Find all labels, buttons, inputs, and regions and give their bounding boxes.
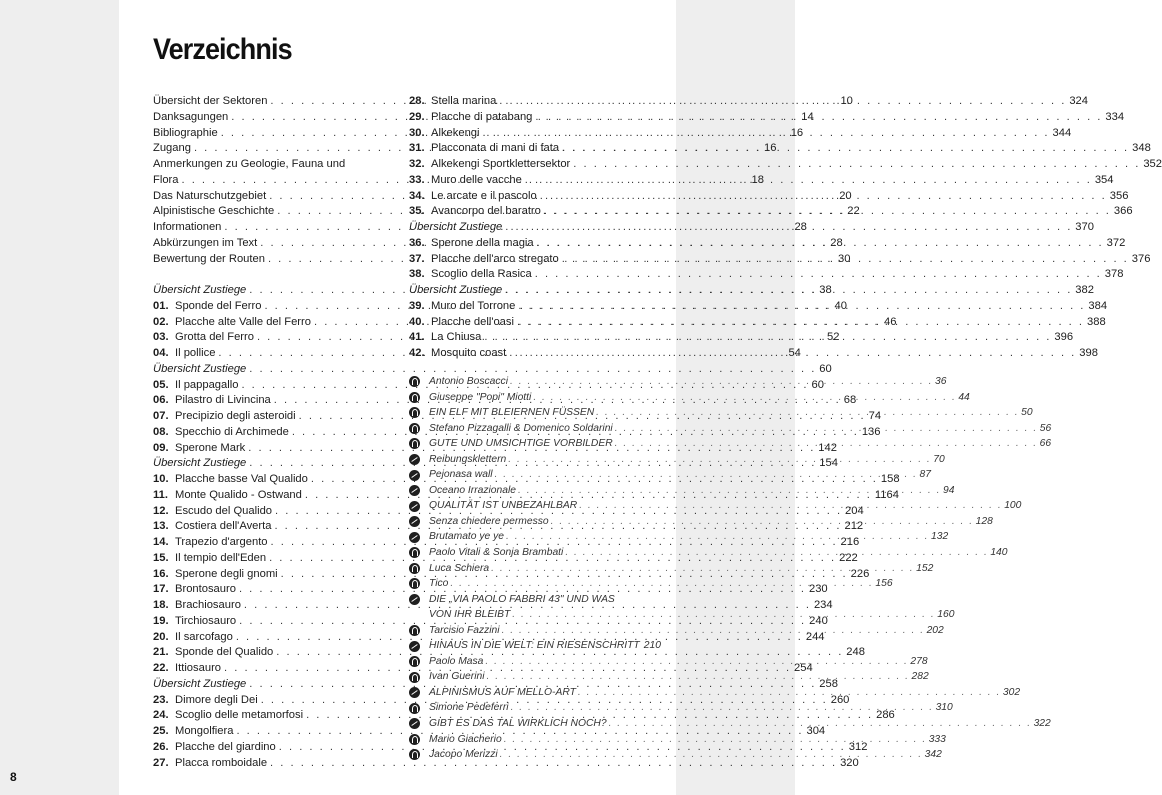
dot-leader: [537, 236, 1104, 252]
entry-label: Brachiosauro: [175, 599, 241, 611]
dot-leader: [565, 545, 988, 561]
profile-page: 310: [935, 702, 953, 714]
entry-label: Flora: [153, 173, 179, 186]
entry-number: 25.: [153, 725, 169, 737]
dot-leader: [573, 157, 1140, 173]
dot-leader: [495, 467, 918, 483]
feature-icon: [409, 641, 420, 652]
profile-page: 140: [990, 547, 1008, 559]
entry-page: 366: [1113, 205, 1133, 218]
dot-leader: [512, 607, 935, 623]
entry-number: 07.: [153, 410, 169, 422]
entry-page: 18: [751, 173, 764, 186]
profile-page: 132: [930, 531, 949, 543]
profile-label: Jacopo Merizzi: [429, 749, 498, 761]
climber-icon: [409, 376, 420, 387]
entry-page: 38: [819, 284, 832, 296]
entry-label: Sperone della magia: [431, 236, 534, 249]
entry-label: Bewertung der Routen: [153, 252, 265, 265]
climber-icon: [409, 563, 420, 574]
entry-page: 30: [837, 252, 851, 265]
dot-leader: [551, 514, 974, 530]
entry-page: 352: [1143, 158, 1162, 170]
entry-number: 16.: [153, 567, 169, 580]
entry-page: 356: [1109, 189, 1129, 202]
entry-number: 41.: [409, 331, 425, 344]
entry-page: 234: [813, 599, 833, 611]
entry-label: Übersicht Zustiege: [153, 362, 247, 375]
dot-leader: [579, 498, 1002, 514]
dot-leader: [544, 204, 1111, 220]
entry-number: 36.: [409, 236, 425, 249]
entry-number: 35.: [409, 205, 425, 218]
profile-page: 36: [935, 376, 947, 387]
entry-page: 388: [1087, 315, 1106, 328]
profile-label: Paolo Masa: [429, 655, 484, 667]
entry-page: 22: [847, 205, 860, 218]
profile-label: Tarcisio Fazzini: [429, 624, 500, 636]
entry-label: Abkürzungen im Text: [153, 236, 258, 249]
entry-label: Monte Qualido - Ostwand: [175, 488, 302, 501]
climber-icon: [409, 672, 420, 683]
entry-label: Alkekengi Sportklettersektor: [431, 158, 571, 170]
feature-icon: [409, 485, 420, 496]
entry-number: 40.: [409, 315, 425, 328]
profile-label: Tico: [429, 578, 449, 590]
climber-icon: [409, 547, 420, 558]
profile-label: Brutamato ye ye: [429, 531, 504, 543]
dot-leader: [562, 252, 1129, 268]
dot-leader: [518, 483, 941, 499]
entry-label: Avancorpo del baratro: [431, 205, 541, 218]
entry-label: Dimore degli Dei: [175, 693, 258, 706]
entry-label: Bibliographie: [153, 126, 218, 139]
profile-page: 278: [910, 655, 928, 667]
dot-leader: [562, 141, 1129, 157]
profile-label: Luca Schiera: [429, 562, 490, 574]
climber-icon: [409, 438, 420, 449]
entry-label: Stella marina: [431, 95, 497, 107]
profile-label: ALPINISMUS AUF MELLO-ART: [429, 686, 576, 698]
dot-leader: [485, 654, 908, 670]
entry-label: Il pollice: [175, 347, 216, 359]
entry-page: 16: [790, 126, 804, 139]
entry-number: 23.: [153, 693, 169, 706]
profile-page: 342: [924, 749, 942, 761]
profile-page: 56: [1039, 422, 1052, 434]
entry-page: 384: [1088, 299, 1108, 312]
toc-entry: [409, 267, 1124, 283]
entry-label: Placche basse Val Qualido: [175, 473, 308, 485]
feature-icon: [409, 532, 420, 543]
profile-page: 282: [911, 671, 929, 683]
profile-label: DIE „VIA PAOLO FABBRI 43" UND WAS: [429, 593, 615, 605]
entry-page: 68: [843, 394, 857, 407]
profile-page: 152: [916, 562, 934, 574]
entry-label: Tirchiosauro: [175, 614, 237, 627]
profile-label: Paolo Vitali & Sonja Brambati: [429, 547, 564, 559]
entry-page: 74: [868, 410, 882, 422]
entry-label: Placca romboidale: [175, 756, 268, 769]
dot-leader: [533, 390, 956, 406]
entry-number: 22.: [153, 662, 169, 674]
entry-page: 216: [840, 536, 860, 548]
dot-leader: [487, 669, 910, 685]
dot-leader: [596, 405, 1019, 421]
entry-label: Mosquito coast: [431, 347, 507, 359]
entry-page: 312: [848, 740, 868, 753]
entry-number: 02.: [153, 315, 169, 328]
profile-page: 333: [928, 733, 946, 745]
profile-label: Ivan Guerini: [429, 671, 485, 683]
entry-label: Zugang: [153, 142, 191, 155]
entry-page: 16: [763, 142, 777, 155]
feature-icon: [409, 501, 420, 512]
entry-page: 260: [830, 693, 850, 706]
dot-leader: [502, 623, 925, 639]
entry-page: 258: [819, 677, 838, 690]
dot-leader: [509, 346, 1076, 362]
entry-number: 21.: [153, 646, 169, 659]
entry-number: 33.: [409, 173, 425, 186]
entry-label: Specchio di Archimede: [175, 425, 289, 438]
entry-number: 01.: [153, 299, 169, 312]
entry-number: 18.: [153, 599, 169, 611]
entry-label: Placche alte Valle del Ferro: [175, 315, 311, 328]
entry-label: Pilastro di Livincina: [175, 394, 271, 407]
spacer: [409, 609, 420, 620]
dot-leader: [484, 330, 1051, 346]
entry-number: 39.: [409, 299, 425, 312]
entry-number: 29.: [409, 110, 425, 123]
entry-page: 136: [861, 425, 881, 438]
profile-label: QUALITÄT IST UNBEZAHLBAR: [429, 500, 578, 512]
entry-label: Übersicht Zustiege: [153, 457, 247, 470]
dot-leader: [483, 126, 1050, 142]
page-title: Verzeichnis: [153, 33, 292, 66]
entry-page: 376: [1131, 252, 1151, 265]
entry-number: 12.: [153, 504, 169, 517]
entry-label: Danksagungen: [153, 110, 229, 123]
entry-page: 334: [1105, 110, 1125, 123]
entry-page: 382: [1075, 284, 1094, 296]
entry-label: Placche di patabang: [431, 110, 533, 123]
entry-label: Muro del Torrone: [431, 299, 516, 312]
entry-label: Placche del giardino: [175, 740, 276, 753]
profile-page: 87: [919, 469, 932, 481]
entry-number: 17.: [153, 583, 169, 596]
dot-leader: [508, 452, 931, 468]
profile-label: Senza chiedere permesso: [429, 515, 549, 527]
entry-page: 1164: [874, 488, 899, 501]
entry-page: 54: [788, 347, 801, 359]
entry-label: Übersicht Zustiege: [153, 284, 247, 296]
dot-leader: [450, 576, 873, 592]
entry-label: Escudo del Qualido: [175, 504, 273, 517]
entry-number: 08.: [153, 425, 169, 438]
entry-number: 10.: [153, 473, 169, 485]
profile-entry: [409, 638, 661, 654]
dot-leader: [615, 421, 1038, 437]
dot-leader: [491, 561, 914, 577]
entry-number: 34.: [409, 189, 425, 202]
profile-label: VON IHR BLEIBT: [429, 609, 511, 621]
entry-page: 398: [1079, 347, 1098, 359]
entry-number: 32.: [409, 158, 425, 170]
entry-page: 226: [850, 567, 870, 580]
entry-label: Grotta del Ferro: [175, 331, 254, 344]
entry-label: Scoglio delle metamorfosi: [175, 709, 304, 722]
feature-icon: [409, 454, 420, 465]
entry-page: 230: [808, 583, 828, 596]
dot-leader: [615, 436, 1038, 452]
entry-label: Ittiosauro: [175, 662, 222, 674]
profile-page: 160: [937, 609, 955, 621]
entry-page: 40: [834, 299, 847, 312]
feature-icon: [409, 516, 420, 527]
entry-page: 14: [801, 110, 814, 123]
entry-label: Placche dell'oasi: [431, 315, 514, 328]
entry-page: 46: [884, 315, 897, 328]
entry-number: 42.: [409, 347, 425, 359]
entry-label: Brontosauro: [175, 583, 236, 596]
entry-label: Trapezio d'argento: [175, 536, 268, 548]
dot-leader: [500, 747, 923, 763]
entry-number: 13.: [153, 520, 169, 533]
climber-icon: [409, 749, 420, 760]
climber-icon: [409, 625, 420, 636]
entry-number: 27.: [153, 756, 169, 769]
entry-page: 212: [844, 520, 864, 533]
entry-number: 30.: [409, 126, 425, 139]
entry-number: 15.: [153, 551, 169, 564]
profile-label: Oceano Irrazionale: [429, 484, 517, 496]
dot-leader: [499, 94, 1066, 110]
entry-label: Übersicht Zustiege: [153, 677, 247, 690]
dot-leader: [518, 299, 1085, 315]
entry-label: Übersicht der Sektoren: [153, 95, 268, 107]
entry-page: 60: [811, 378, 824, 391]
dot-leader: [517, 315, 1084, 331]
entry-page: 142: [818, 441, 837, 454]
feature-icon: [409, 594, 420, 605]
entry-page: 240: [809, 614, 828, 627]
entry-label: Übersicht Zustiege: [409, 284, 503, 296]
entry-page: 60: [819, 362, 832, 375]
entry-label: Scoglio della Rasica: [431, 268, 532, 281]
entry-label: Placche dell'arco stregato: [431, 252, 559, 265]
entry-label: Le arcate e il pascolo: [431, 189, 537, 202]
entry-page: 20: [839, 189, 852, 202]
dot-leader: [578, 685, 1001, 701]
dot-leader: [535, 267, 1102, 283]
entry-page: 254: [794, 662, 813, 674]
entry-number: 04.: [153, 347, 169, 359]
feature-icon: [409, 470, 420, 481]
page-number: 8: [10, 770, 17, 784]
climber-icon: [409, 703, 420, 714]
profile-page: 94: [943, 484, 955, 496]
entry-page: 320: [840, 756, 859, 769]
entry-label: Costiera dell'Averta: [175, 520, 272, 533]
climber-icon: [409, 407, 420, 418]
profile-label: Stefano Pizzagalli & Domenico Soldarini: [429, 422, 613, 434]
entry-label: Alpinistische Geschichte: [153, 205, 275, 218]
dot-leader: [535, 110, 1102, 126]
dot-leader: [504, 732, 927, 748]
climber-icon: [409, 423, 420, 434]
entry-number: 03.: [153, 331, 169, 344]
entry-number: 06.: [153, 394, 169, 407]
profile-label: Reibungsklettern: [429, 453, 507, 465]
entry-label: Il tempio dell'Eden: [175, 551, 267, 564]
entry-page: 370: [1075, 221, 1094, 233]
profile-label: GUTE UND UMSICHTIGE VORBILDER: [429, 438, 613, 450]
toc-entry: [409, 157, 1162, 173]
page: [119, 0, 1162, 795]
entry-label: Sponde del Qualido: [175, 646, 274, 659]
feature-icon: [409, 687, 420, 698]
entry-page: 354: [1094, 173, 1114, 186]
entry-page: 222: [839, 551, 858, 564]
entry-page: 244: [805, 630, 825, 643]
profile-page: 70: [933, 453, 945, 465]
entry-label: Informationen: [153, 221, 222, 233]
dot-leader: [609, 716, 1032, 732]
profile-label: Mario Giacherio: [429, 733, 502, 745]
entry-page: 396: [1054, 331, 1074, 344]
profile-page: 50: [1021, 407, 1033, 419]
profile-entry: [409, 592, 637, 608]
toc-entry: [153, 283, 832, 299]
entry-number: 20.: [153, 630, 169, 643]
entry-label: Übersicht Zustiege: [409, 221, 503, 233]
profile-label: GIBT ES DAS TAL WIRKLICH NOCH?: [429, 718, 607, 730]
entry-page: 372: [1106, 236, 1126, 249]
entry-page: 304: [806, 725, 826, 737]
entry-label: Placconata di mani di fata: [431, 142, 560, 155]
climber-icon: [409, 656, 420, 667]
entry-page: 248: [846, 646, 865, 659]
dot-leader: [511, 700, 934, 716]
profile-label: HINAUS IN DIE WELT: EIN RIESENSCHRITT: [429, 640, 640, 652]
entry-label: Il pappagallo: [175, 378, 239, 391]
climber-icon: [409, 578, 420, 589]
profile-label: EIN ELF MIT BLEIERNEN FÜSSEN: [429, 407, 595, 419]
entry-label: Sperone degli gnomi: [175, 567, 278, 580]
entry-page: 52: [826, 331, 840, 344]
toc-entry: [409, 283, 1094, 299]
entry-label: Il sarcofago: [175, 630, 233, 643]
entry-number: 31.: [409, 142, 425, 155]
entry-label: Muro delle vacche: [431, 173, 522, 186]
entry-number: 11.: [153, 488, 168, 501]
profile-page: 210: [643, 640, 661, 652]
entry-page: 286: [876, 709, 895, 722]
entry-number: 38.: [409, 268, 425, 281]
profile-page: 202: [926, 624, 944, 636]
entry-number: 26.: [153, 740, 169, 753]
feature-icon: [409, 718, 420, 729]
entry-page: 344: [1052, 126, 1072, 139]
entry-page: 204: [845, 504, 864, 517]
dot-leader: [540, 189, 1107, 205]
entry-page: 28: [830, 236, 843, 249]
entry-number: 19.: [153, 614, 169, 627]
left-margin: [0, 0, 119, 795]
profile-page: 302: [1002, 686, 1021, 698]
entry-label: Alkekengi: [431, 126, 480, 139]
entry-label: Anmerkungen zu Geologie, Fauna und: [153, 158, 346, 170]
climber-icon: [409, 392, 420, 403]
dot-leader: [505, 220, 1072, 236]
dot-leader: [510, 374, 933, 390]
entry-number: 24.: [153, 709, 169, 722]
profile-label: Antonio Boscacci: [429, 376, 508, 387]
entry-label: Sponde del Ferro: [175, 299, 262, 312]
entry-label: Das Naturschutzgebiet: [153, 189, 267, 202]
dot-leader: [525, 173, 1092, 189]
dot-leader: [505, 283, 1072, 299]
entry-label: La Chiusa: [431, 331, 482, 344]
entry-number: 37.: [409, 252, 425, 265]
entry-page: 324: [1069, 95, 1088, 107]
toc-entry: [153, 362, 832, 378]
entry-page: 28: [794, 221, 807, 233]
toc-entry: [153, 756, 859, 772]
profile-page: 128: [975, 515, 993, 527]
toc-entry: [153, 157, 389, 173]
profile-page: 66: [1039, 438, 1052, 450]
entry-page: 158: [880, 473, 900, 485]
profile-page: 156: [875, 578, 893, 590]
entry-label: Sperone Mark: [175, 441, 246, 454]
climber-icon: [409, 734, 420, 745]
dot-leader: [506, 529, 929, 545]
entry-label: Precipizio degli asteroidi: [175, 410, 296, 422]
entry-page: 378: [1104, 268, 1124, 281]
entry-page: 348: [1132, 142, 1151, 155]
entry-number: 28.: [409, 95, 425, 107]
profile-page: 44: [958, 391, 970, 403]
entry-number: 14.: [153, 536, 169, 548]
entry-page: 10: [840, 95, 853, 107]
profile-label: Simone Pedeferri: [429, 702, 509, 714]
entry-label: Mongolfiera: [175, 725, 234, 737]
profile-label: Giuseppe "Popi" Miotti: [429, 391, 532, 403]
entry-number: 09.: [153, 441, 169, 454]
entry-number: 05.: [153, 378, 169, 391]
profile-label: Pejonasa wall: [429, 469, 493, 481]
profile-page: 100: [1004, 500, 1022, 512]
profile-page: 322: [1033, 718, 1051, 730]
entry-page: 154: [819, 457, 838, 470]
